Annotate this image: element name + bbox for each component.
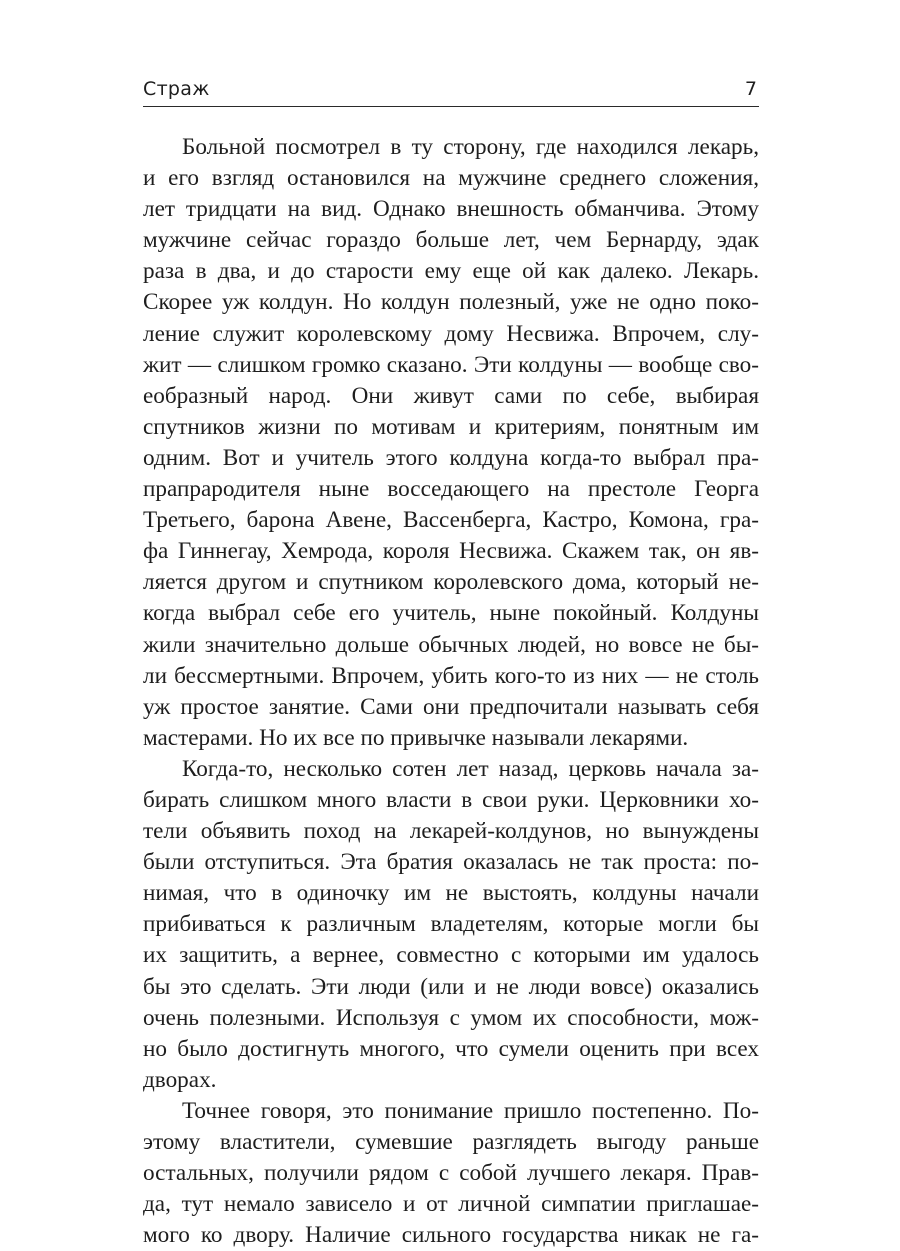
text-line: уж простое занятие. Сами они предпочитали называть себя	[143, 693, 759, 720]
text-line: жили значительно дольше обычных людей, но вовсе не бы-	[143, 631, 759, 658]
text-line: и его взгляд остановился на мужчине среднего сложения,	[143, 165, 759, 192]
text-line: ли бессмертными. Впрочем, убить кого-то из них — не столь	[143, 662, 759, 689]
text-line: да, тут немало зависело и от личной симпатии приглашае-	[143, 1191, 759, 1218]
text-line: ляется другом и спутником королевского дома, который не-	[143, 569, 759, 596]
text-line: были отступиться. Эта братия оказалась не так проста: по-	[143, 849, 759, 876]
running-head-title: Страж	[143, 78, 210, 100]
text-line: прапрародителя ныне восседающего на престоле Георга	[143, 476, 759, 503]
text-line: одним. Вот и учитель этого колдуна когда-то выбрал пра-	[143, 444, 759, 471]
text-line: нимая, что в одиночку им не выстоять, колдуны начали	[143, 880, 759, 907]
text-line: мого ко двору. Наличие сильного государства никак не га-	[143, 1222, 759, 1249]
text-line: раза в два, и до старости ему еще ой как далеко. Лекарь.	[143, 258, 759, 285]
text-line: Скорее уж колдун. Но колдун полезный, уже не одно поко-	[143, 289, 759, 316]
text-line: лет тридцати на вид. Однако внешность обманчива. Этому	[143, 196, 759, 223]
paragraph	[143, 754, 759, 1096]
text-line: бы это сделать. Эти люди (или и не люди вовсе) оказались	[143, 973, 759, 1000]
text-line: очень полезными. Используя с умом их способности, мож-	[143, 1004, 759, 1031]
text-line: мужчине сейчас гораздо больше лет, чем Бернарду, эдак	[143, 227, 759, 254]
paragraph	[143, 1096, 759, 1251]
text-line: когда выбрал себе его учитель, ныне покойный. Колдуны	[143, 600, 759, 627]
text-line: Точнее говоря, это понимание пришло постепенно. По-	[182, 1097, 759, 1124]
text-line: но было достигнуть многого, что сумели оценить при всех	[143, 1035, 759, 1062]
text-line: жит — слишком громко сказано. Эти колдуны — вообще сво-	[143, 351, 759, 378]
text-line: этому властители, сумевшие разглядеть выгоду раньше	[143, 1129, 759, 1155]
text-line: фа Гиннегау, Хемрода, короля Несвижа. Скажем так, он яв-	[143, 538, 759, 565]
text-line: ление служит королевскому дому Несвижа. Впрочем, слу-	[143, 320, 759, 347]
text-line: Когда-то, несколько сотен лет назад, церковь начала за-	[182, 755, 759, 782]
paragraph	[143, 132, 759, 754]
text-line: остальных, получили рядом с собой лучшего лекаря. Прав-	[143, 1160, 759, 1187]
page-number: 7	[744, 78, 757, 100]
text-line: тели объявить поход на лекарей-колдунов, но вынуждены	[143, 818, 759, 845]
text-line: спутников жизни по мотивам и критериям, понятным им	[143, 413, 759, 440]
text-line: прибиваться к различным владетелям, которые могли бы	[143, 911, 759, 938]
text-line: Третьего, барона Авене, Вассенберга, Кастро, Комона, гра-	[143, 507, 759, 534]
text-line: еобразный народ. Они живут сами по себе, выбирая	[143, 382, 759, 409]
text-line: мастерами. Но их все по привычке называли лекарями.	[143, 724, 689, 751]
body-text	[143, 132, 759, 1251]
text-line: Больной посмотрел в ту сторону, где находился лекарь,	[182, 134, 759, 160]
running-header	[143, 76, 759, 107]
text-line: дворах.	[143, 1066, 217, 1093]
text-line: бирать слишком много власти в свои руки. Церковники хо-	[143, 786, 759, 813]
text-line: их защитить, а вернее, совместно с которыми им удалось	[143, 942, 759, 969]
